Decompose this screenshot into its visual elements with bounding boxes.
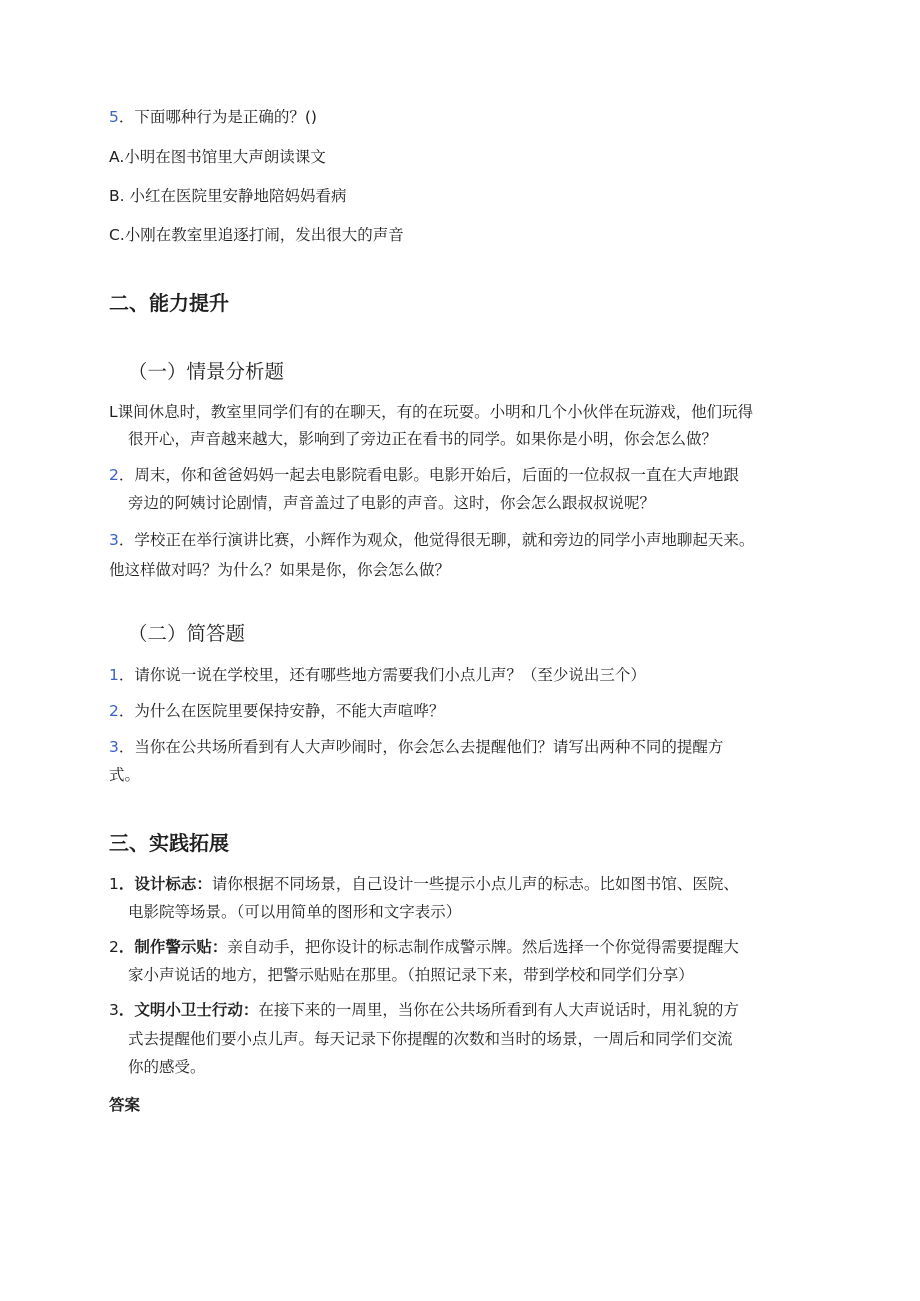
practice-item-3-line1: [109, 1000, 739, 1020]
question-number: 2: [109, 702, 119, 720]
item-number: 3: [109, 1001, 119, 1019]
question-text: ．周末，你和爸爸妈妈一起去电影院看电影。电影开始后，后面的一位叔叔一直在大声地跟: [118, 466, 739, 484]
scenario-question-3-line2: 他这样做对吗？为什么？如果是你，你会怎么做？: [109, 561, 451, 579]
scenario-question-2-line2: 旁边的阿姨讨论剧情，声音盖过了电影的声音。这时，你会怎么跟叔叔说呢？: [128, 494, 656, 512]
item-label: ．设计标志：: [118, 875, 212, 893]
answer-label: 答案: [109, 1096, 141, 1114]
question-text: ．请你说一说在学校里，还有哪些地方需要我们小点儿声？（至少说出三个）: [118, 666, 646, 684]
practice-item-3-line2: 式去提醒他们要小点儿声。每天记录下你提醒的次数和当时的场景，一周后和同学们交流: [128, 1030, 733, 1048]
subsection-heading: （二）简答题: [128, 622, 246, 645]
item-number: 1: [109, 875, 119, 893]
practice-item-1-line1: [109, 874, 739, 894]
item-text: 亲自动手，把你设计的标志制作成警示牌。然后选择一个你觉得需要提醒大: [227, 938, 739, 956]
question-text: ．当你在公共场所看到有人大声吵闹时，你会怎么去提醒他们？请写出两种不同的提醒方: [118, 738, 724, 756]
short-answer-1: [109, 665, 646, 685]
short-answer-2: [109, 701, 444, 721]
section-heading: 三、实践拓展: [109, 831, 229, 855]
scenario-question-1-line2: 很开心，声音越来越大，影响到了旁边正在看书的同学。如果你是小明，你会怎么做？: [128, 430, 718, 448]
question-number: 5: [109, 108, 119, 126]
subsection-heading: （一）情景分析题: [128, 360, 285, 383]
question-text: ．下面哪种行为是正确的？(): [118, 108, 317, 126]
scenario-question-3-line1: [109, 530, 754, 550]
practice-item-1-line2: 电影院等场景。（可以用简单的图形和文字表示）: [128, 903, 462, 921]
item-text: 在接下来的一周里，当你在公共场所看到有人大声说话时，用礼貌的方: [258, 1001, 739, 1019]
option-b: B. 小红在医院里安静地陪妈妈看病: [109, 187, 347, 205]
item-number: 2: [109, 938, 119, 956]
practice-item-2-line1: [109, 937, 739, 957]
practice-item-3-line3: 你的感受。: [128, 1058, 206, 1076]
question-text: ．为什么在医院里要保持安静，不能大声喧哗？: [118, 702, 445, 720]
question-number: 1: [109, 666, 119, 684]
scenario-question-1-line1: L课间休息时，教室里同学们有的在聊天，有的在玩耍。小明和几个小伙伴在玩游戏，他们玩得: [109, 403, 754, 421]
item-label: ．制作警示贴：: [118, 938, 228, 956]
short-answer-3-line1: [109, 737, 723, 757]
question-number: 3: [109, 531, 119, 549]
section-heading: 二、能力提升: [109, 291, 229, 315]
option-c: C.小刚在教室里追逐打闹，发出很大的声音: [109, 226, 404, 244]
item-label: ．文明小卫士行动：: [118, 1001, 259, 1019]
short-answer-3-line2: 式。: [109, 766, 141, 784]
practice-item-2-line2: 家小声说话的地方，把警示贴贴在那里。（拍照记录下来，带到学校和同学们分享）: [128, 966, 694, 984]
question-number: 3: [109, 738, 119, 756]
item-text: 请你根据不同场景，自己设计一些提示小点儿声的标志。比如图书馆、医院、: [211, 875, 739, 893]
scenario-question-2-line1: [109, 465, 739, 485]
question-text: ．学校正在举行演讲比赛，小辉作为观众，他觉得很无聊，就和旁边的同学小声地聊起天来。: [118, 531, 755, 549]
option-a: A.小明在图书馆里大声朗读课文: [109, 148, 326, 166]
question-5: [109, 107, 317, 127]
question-number: 2: [109, 466, 119, 484]
